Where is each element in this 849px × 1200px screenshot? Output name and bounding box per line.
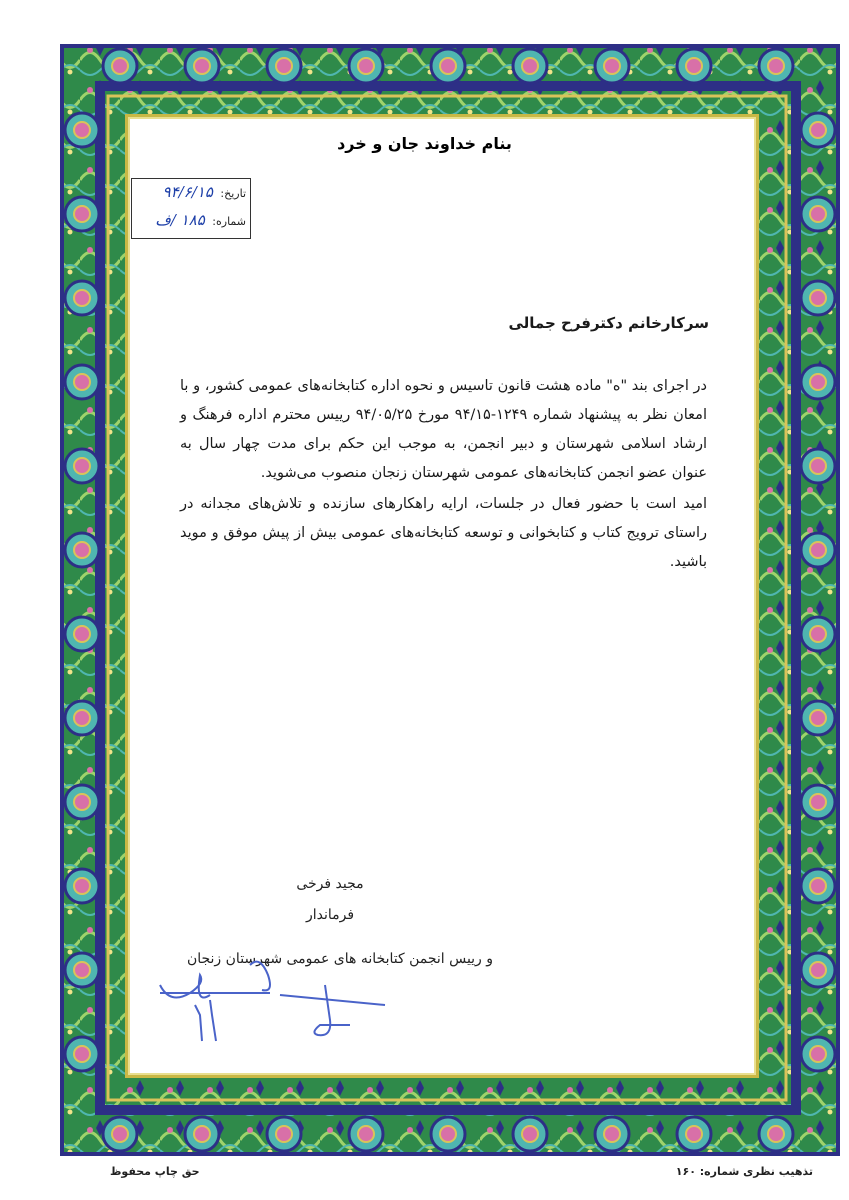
date-label: تاریخ:	[220, 187, 246, 200]
border-medallion	[267, 1117, 301, 1151]
border-medallion	[65, 785, 99, 819]
body-paragraph-1: در اجرای بند "ه" ماده هشت قانون تاسیس و نحوه اداره کتابخانه‌های عمومی کشور، و با امعان نظر به پیشنهاد شماره ۱۲۴۹-۹۴/۱۵ مورخ ۹۴/۰۵/۲۵ رییس محترم اداره فرهنگ و ارشاد اسلامی شهرستان و دبیر انجمن، به موجب این حکم برای مدت چهار سال به عنوان عضو انجمن کتابخانه‌های عمومی شهرستان زنجان منصوب می‌شوید.	[180, 378, 707, 481]
border-medallion	[65, 617, 99, 651]
border-medallion	[65, 701, 99, 735]
border-medallion	[801, 953, 835, 987]
date-row	[163, 183, 246, 201]
addressee: سرکارخانم دکترفرح جمالی	[508, 314, 709, 332]
border-medallion	[103, 49, 137, 83]
border-medallion	[677, 1117, 711, 1151]
border-medallion	[513, 49, 547, 83]
border-medallion	[65, 281, 99, 315]
number-row	[155, 211, 246, 229]
border-medallion	[595, 49, 629, 83]
signatory-name: مجید فرخی	[296, 876, 364, 892]
footer-copyright: حق چاپ محفوظ	[110, 1165, 200, 1178]
border-medallion	[801, 1037, 835, 1071]
border-medallion	[513, 1117, 547, 1151]
border-medallion	[349, 1117, 383, 1151]
border-medallion	[65, 1037, 99, 1071]
number-value: ۱۸۵ /ف	[155, 211, 205, 229]
border-medallion	[801, 617, 835, 651]
border-medallion	[801, 365, 835, 399]
border-medallion	[759, 49, 793, 83]
border-medallion	[65, 365, 99, 399]
border-medallion	[349, 49, 383, 83]
border-medallion	[801, 197, 835, 231]
border-medallion	[801, 869, 835, 903]
signatory-role: و رییس انجمن کتابخانه های عمومی شهرستان زنجان	[186, 951, 494, 967]
border-medallion	[103, 1117, 137, 1151]
number-label: شماره:	[212, 215, 246, 228]
border-medallion	[65, 533, 99, 567]
reference-box	[131, 178, 251, 239]
border-medallion	[595, 1117, 629, 1151]
border-medallion	[759, 1117, 793, 1151]
border-medallion	[677, 49, 711, 83]
border-medallion	[801, 449, 835, 483]
document-title: بنام خداوند جان و خرد	[337, 134, 512, 153]
border-medallion	[431, 1117, 465, 1151]
border-medallion	[65, 449, 99, 483]
border-medallion	[185, 49, 219, 83]
border-medallion	[801, 701, 835, 735]
handwritten-signature	[150, 945, 410, 1055]
document-inner-panel	[125, 114, 759, 1078]
border-medallion	[801, 281, 835, 315]
border-medallion	[431, 49, 465, 83]
border-medallion	[65, 197, 99, 231]
border-medallion	[801, 533, 835, 567]
border-medallion	[65, 953, 99, 987]
footer-print-number: تذهیب نظری شماره: ۱۶۰	[675, 1165, 813, 1178]
border-medallion	[267, 49, 301, 83]
date-value: ۹۴/۶/۱۵	[162, 183, 213, 201]
signatory-position: فرماندار	[305, 907, 355, 923]
border-medallion	[65, 869, 99, 903]
body-paragraph-2: امید است با حضور فعال در جلسات، ارایه راهکارهای سازنده و تلاش‌های مجدانه در راستای ترویج کتاب و کتابخوانی و توسعه کتابخانه‌های عمومی بیش از پیش موفق و موید باشید.	[180, 496, 707, 570]
letter-body	[180, 372, 707, 577]
border-medallion	[185, 1117, 219, 1151]
border-medallion	[801, 785, 835, 819]
